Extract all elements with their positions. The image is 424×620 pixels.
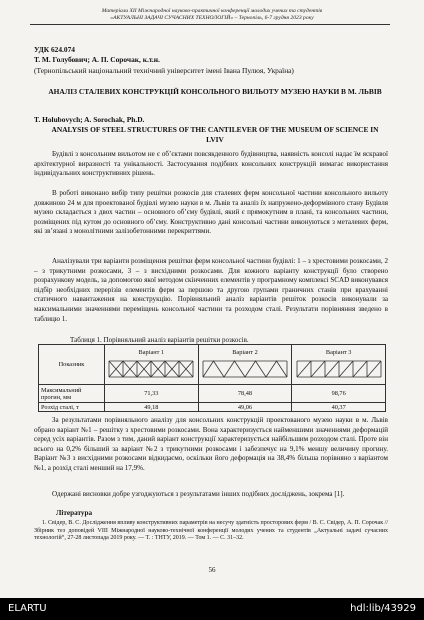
title-ukrainian: АНАЛІЗ СТАЛЕВИХ КОНСТРУКЦІЙ КОНСОЛЬНОГО ВИЛЬОТУ МУЗЕЮ НАУКИ В М. ЛЬВІВ	[48, 87, 382, 96]
authors-ukrainian: Т. М. Голубович; А. П. Сорочак, к.т.н.	[34, 55, 160, 64]
table-cell: 49,06	[198, 403, 292, 412]
affiliation: (Тернопільський національний технічний університет імені Івана Пулюя, Україна)	[34, 66, 294, 75]
paragraph-2: В роботі виконано вибір типу решітки розкосів для сталевих ферм консольної частини консольного вильоту довжиною 24 м для проектованої будівлі музею науки в м. Львів та аналіз їх напружено-деформівного стану Будівля музею складається з двох частин – основного об’єму будівлі, який є прямокутним в плані, та консольних частини, розміщених під кутом до основного об’єму. Конструктивно дані консольні частини виконуються з металевих ферм, які зв’язані з монолітними залізобетонними перекриттями.	[34, 189, 388, 236]
truss-cross-bracing-diagram	[107, 358, 195, 380]
reference-item: 1. Свідер, В. С. Дослідження впливу конструктивних параметрів на несучу здатність просторових ферм / В. С. Свідер, А. П. Сорочак // Збірник тез доповідей VIII Міжнародної науково-технічної конференції молодих учених та студентів „Актуальні задачі сучасних технологій“, 27-28 листопада 2019 року. — Т. : ТНТУ, 2019. — Том 1. — С. 31–32.	[34, 520, 388, 542]
paragraph-3: Аналізували три варіанти розміщення решітки ферм консольної частини будівлі: 1 – з хрестовими розкосами, 2 – з трикутними розкосами, 3 – з висхідними розкосами. Для кожного варіанту конструкції було створено розрахункову модель, за допомогою якої методом скінченних елементів у програмному комплексі SCAD виконувався підбір необхідних перерізів елементів ферм за першою та другою групами граничних станів при врахуванні статичного навантаження на конструкцію. Порівняльний аналіз варіантів решіток розкосів виконували за максимальними значеннями переміщень консольної частини та розходом сталі. Результати порівняння зведено в таблицю 1.	[34, 257, 388, 323]
table-row	[39, 385, 386, 403]
udc-code: УДК 624.074	[34, 45, 75, 54]
title-english: ANALYSIS OF STEEL STRUCTURES OF THE CANTILEVER OF THE MUSEUM OF SCIENCE IN LVIV	[51, 125, 379, 144]
variant-2-header	[198, 345, 292, 385]
header-label: Показник	[39, 345, 105, 385]
authors-english: T. Holubovych; A. Sorochak, Ph.D.	[34, 115, 145, 124]
table-cell: 49,18	[105, 403, 199, 412]
table-cell: 71,33	[105, 385, 199, 403]
repository-footer-bar	[0, 598, 424, 620]
table-cell: 98,76	[292, 385, 386, 403]
table-caption: Таблиця 1. Порівняльний аналіз варіантів решітки розкосів.	[70, 336, 249, 344]
conference-header	[0, 8, 424, 22]
paragraph-4: За результатами порівняльного аналізу для консольних конструкцій проектованого музею науки в м. Львів обрано варіант №1 – решітку з хрестовими розкосами. Вона характеризується найменшими значеннями деформацій серед усіх варіантів. Разом з тим, даний варіант конструкції характеризується найбільшим розходом сталі. Проте він всього на 0,2% більший за варіант №2 з трикутними розкосами і забезпечує на 9,1% меншу величину прогину. Варіант №3 з висхідними розкосами відкидаємо, оскільки його деформація на 38,4% більша порівняно з варіантом №1, а розхід сталі менший на 17,9%.	[34, 416, 388, 472]
truss-ascending-bracing-diagram	[295, 358, 383, 380]
page-number: 56	[208, 566, 216, 574]
header-line-2: «АКТУАЛЬНІ ЗАДАЧІ СУЧАСНИХ ТЕХНОЛОГІЙ» – Тернопіль, 6-7 грудня 2023 року	[110, 15, 314, 21]
variant-3-label: Варіант 3	[325, 349, 352, 356]
table-cell: 78,48	[198, 385, 292, 403]
variant-2-label: Варіант 2	[232, 349, 258, 356]
literature-heading: Література	[56, 509, 93, 517]
repository-name: ELARTU	[8, 603, 47, 614]
row-label: Максимальний прогин, мм	[39, 385, 105, 403]
variant-1-header	[105, 345, 199, 385]
paragraph-1: Будівлі з консольним вильотом не є об’єктами повсякденного будівництва, наявність консолі надає їм яскравої архітектурної виразності та унікальності. Застосування подібних консольних конструкцій вимагає використання індивідуальних конструктивних рішень.	[34, 150, 388, 178]
paragraph-5: Одержані висновки добре узгоджуються з результатами інших подібних досліджень, зокрема [1].	[52, 490, 345, 498]
table-header-row	[39, 345, 386, 385]
table-cell: 40,37	[292, 403, 386, 412]
handle-id: hdl:lib/43929	[350, 603, 416, 614]
row-label: Розхід сталі, т	[39, 403, 105, 412]
truss-triangular-bracing-diagram	[201, 358, 289, 380]
table-row	[39, 403, 386, 412]
comparison-table	[38, 344, 386, 412]
variant-3-header	[292, 345, 386, 385]
header-line-1: Матеріали XII Міжнародної науково-практичної конференції молодих учених та студентів	[101, 8, 323, 14]
header-rule	[30, 24, 390, 25]
variant-1-label: Варіант 1	[138, 349, 165, 356]
